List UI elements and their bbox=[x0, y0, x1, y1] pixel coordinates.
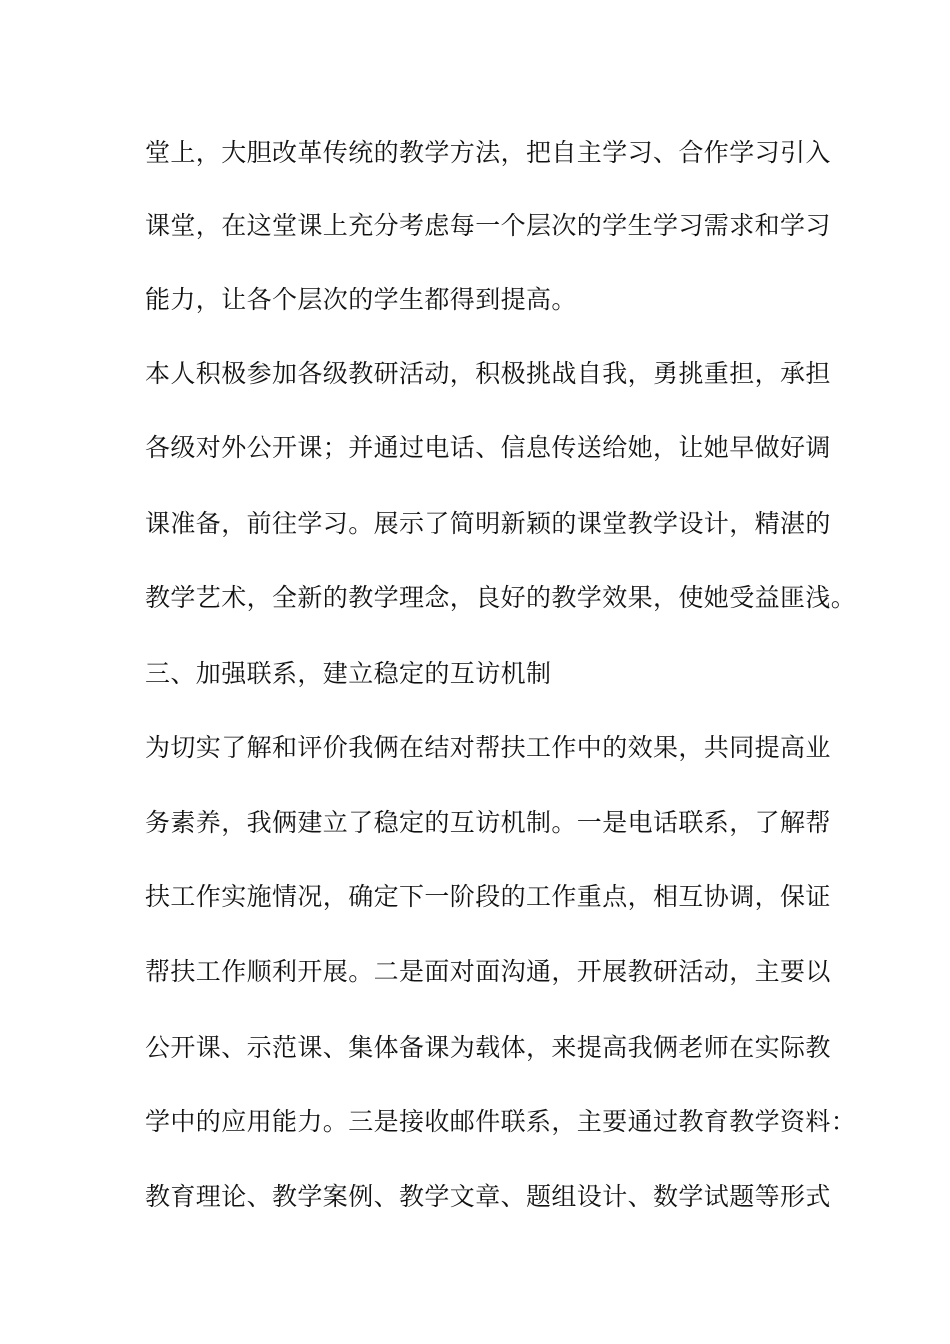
text-line: 公开课、示范课、集体备课为载体，来提高我俩老师在实际教 bbox=[145, 1033, 831, 1062]
section-heading: 三、加强联系，建立稳定的互访机制 bbox=[145, 659, 552, 688]
text-line: 本人积极参加各级教研活动，积极挑战自我，勇挑重担，承担 bbox=[145, 359, 831, 388]
text-line: 课堂，在这堂课上充分考虑每一个层次的学生学习需求和学习 bbox=[145, 211, 831, 240]
text-line: 能力，让各个层次的学生都得到提高。 bbox=[145, 285, 577, 314]
text-line: 教学艺术，全新的教学理念，良好的教学效果，使她受益匪浅。 bbox=[145, 583, 857, 612]
text-line: 务素养，我俩建立了稳定的互访机制。一是电话联系，了解帮 bbox=[145, 808, 831, 837]
text-line: 各级对外公开课；并通过电话、信息传送给她，让她早做好调 bbox=[145, 433, 831, 462]
text-line: 为切实了解和评价我俩在结对帮扶工作中的效果，共同提高业 bbox=[145, 733, 831, 762]
text-line: 学中的应用能力。三是接收邮件联系，主要通过教育教学资料： bbox=[145, 1107, 857, 1136]
text-line: 课准备，前往学习。展示了简明新颖的课堂教学设计，精湛的 bbox=[145, 509, 831, 538]
text-line: 教育理论、教学案例、教学文章、题组设计、数学试题等形式 bbox=[145, 1182, 831, 1211]
text-line: 堂上，大胆改革传统的教学方法，把自主学习、合作学习引入 bbox=[145, 138, 831, 167]
text-line: 帮扶工作顺利开展。二是面对面沟通，开展教研活动，主要以 bbox=[145, 957, 831, 986]
text-line: 扶工作实施情况，确定下一阶段的工作重点，相互协调，保证 bbox=[145, 882, 831, 911]
